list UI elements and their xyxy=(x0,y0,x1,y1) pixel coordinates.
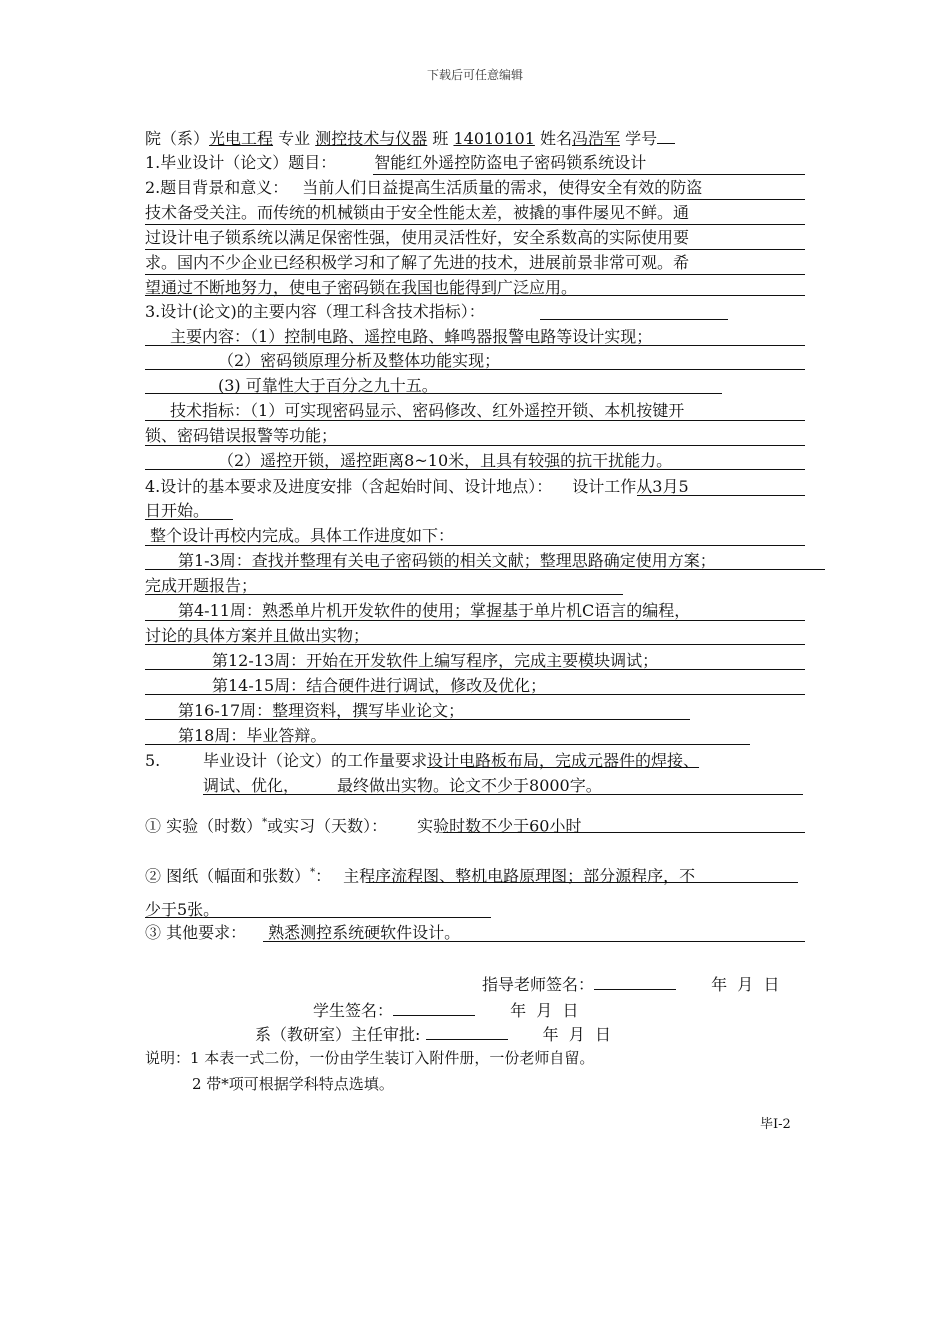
name-value: 冯浩军 xyxy=(572,129,621,148)
section4-line-3: 整个设计再校内完成。具体工作进度如下： xyxy=(150,526,455,545)
main-content-item-2: （2）密码锁原理分析及整体功能实现； xyxy=(218,351,501,370)
underline xyxy=(443,832,805,833)
section2-label: 2.题目背景和意义： xyxy=(145,178,289,197)
schedule-week-4-11-cont: 讨论的具体方案并且做出实物； xyxy=(145,626,370,645)
dept-label: 院（系） xyxy=(145,129,210,148)
underline xyxy=(145,420,805,421)
schedule-week-1-3: 第1-3周：查找并整理有关电子密码锁的相关文献；整理思路确定使用方案； xyxy=(178,551,716,570)
section4-start: 设计工作从3月5 xyxy=(572,477,689,496)
req-other-label: ③ 其他要求： xyxy=(145,923,247,942)
underline xyxy=(145,644,805,645)
underline xyxy=(145,744,750,745)
page-header: 下载后可任意编辑 xyxy=(426,68,523,82)
underline xyxy=(145,669,805,670)
optional-mark: * xyxy=(262,817,268,828)
class-label: 班 xyxy=(432,129,449,148)
underline xyxy=(145,545,805,546)
underline xyxy=(145,719,690,720)
main-content-item-1: （1）控制电路、遥控电路、蜂鸣器报警电路等设计实现； xyxy=(250,327,653,346)
name-label: 姓名 xyxy=(539,129,572,148)
underline xyxy=(263,941,805,942)
section1-label: 1.毕业设计（论文）题目： xyxy=(145,153,337,172)
req-internship-label: 或实习（天数）： xyxy=(267,816,388,836)
req-drawing-line: ② 图纸（幅面和张数）*： 主程序流程图、整机电路原理图；部分源程序，不 xyxy=(145,866,696,886)
tech-spec-line-1 xyxy=(170,400,684,422)
section5-line-1 xyxy=(203,750,699,772)
req-experiment-value: 实验时数不少于60小时 xyxy=(417,816,582,836)
section5-value-2b: 最终做出实物。论文不少于8000字。 xyxy=(337,776,602,795)
underline xyxy=(145,369,805,370)
section1-title xyxy=(145,152,646,174)
director-approval-label: 系（教研室）主任审批: xyxy=(255,1025,421,1044)
section2-line-5: 望通过不断地努力，使电子密码锁在我国也能得到广泛应用。 xyxy=(145,278,578,297)
schedule-week-16-17: 第16-17周：整理资料，撰写毕业论文； xyxy=(178,701,465,720)
underline xyxy=(145,569,825,570)
tech-spec-label: 技术指标： xyxy=(170,401,251,420)
tech-spec-item-2: （2）遥控开锁，遥控距离8~10米，且具有较强的抗干扰能力。 xyxy=(218,451,673,470)
underline xyxy=(145,274,805,275)
req-drawing-value: 主程序流程图、整机电路原理图；部分源程序，不 xyxy=(343,866,696,886)
student-id-label: 学号 xyxy=(625,129,658,148)
section4-label: 4.设计的基本要求及进度安排（含起始时间、设计地点）： xyxy=(145,477,553,496)
underline xyxy=(203,794,803,795)
underline xyxy=(145,694,805,695)
section2-text: 当前人们日益提高生活质量的需求，使得安全有效的防盗 xyxy=(302,178,703,197)
underline xyxy=(145,519,233,520)
major-label: 专业 xyxy=(278,129,311,148)
advisor-signature-line: 指导老师签名： 年 月 日 xyxy=(482,975,780,994)
director-approval-field[interactable] xyxy=(426,1023,508,1040)
underline xyxy=(145,295,805,296)
note-line-2: 2 带*项可根据学科特点选填。 xyxy=(192,1075,394,1093)
schedule-week-1-3-cont: 完成开题报告； xyxy=(145,576,258,595)
section2-line-3: 过设计电子锁系统以满足保密性强，使用灵活性好，安全系数高的实际使用要 xyxy=(145,228,690,247)
section5-value-2a: 调试、优化， xyxy=(203,776,300,795)
underline xyxy=(145,917,491,918)
schedule-week-14-15: 第14-15周：结合硬件进行调试，修改及优化； xyxy=(212,676,547,695)
section2-line-1 xyxy=(145,177,702,199)
section5-num: 5. xyxy=(145,751,161,770)
schedule-week-4-11: 第4-11周：熟悉单片机开发软件的使用；掌握基于单片机C语言的编程， xyxy=(178,601,691,620)
underline xyxy=(145,224,805,225)
dept-value: 光电工程 xyxy=(209,129,274,148)
req-experiment-line xyxy=(145,812,581,837)
tech-spec-item-1-cont: 锁、密码错误报警等功能； xyxy=(145,426,338,445)
director-approval-line: 系（教研室）主任审批: 年 月 日 xyxy=(255,1025,611,1044)
underline xyxy=(637,495,805,496)
student-id-blank xyxy=(657,127,675,144)
student-signature-field[interactable] xyxy=(393,999,475,1016)
section5-value-1: 设计电路板布局，完成元器件的焊接、 xyxy=(427,751,700,770)
schedule-week-12-13: 第12-13周：开始在开发软件上编写程序，完成主要模块调试； xyxy=(212,651,659,670)
form-code: 毕I-2 xyxy=(760,1117,791,1132)
req-experiment-label: ① 实验（时数） xyxy=(145,816,263,836)
main-content-label: 主要内容： xyxy=(170,327,251,346)
section3-title: 3.设计(论文)的主要内容（理工科含技术指标）： xyxy=(145,302,485,321)
underline xyxy=(366,882,798,883)
underline xyxy=(145,469,805,470)
section2-line-2: 技术备受关注。而传统的机械锁由于安全性能太差，被撬的事件屡见不鲜。通 xyxy=(145,203,690,222)
req-other-value: 熟悉测控系统硬软件设计。 xyxy=(268,923,461,942)
class-value: 14010101 xyxy=(453,129,535,148)
major-value: 测控技术与仪器 xyxy=(315,129,428,148)
student-signature-line: 学生签名： 年 月 日 xyxy=(313,1001,579,1020)
underline xyxy=(145,445,805,446)
underline xyxy=(145,249,805,250)
section1-value: 智能红外遥控防盗电子密码锁系统设计 xyxy=(374,153,647,172)
section4-title xyxy=(145,476,689,498)
advisor-signature-label: 指导老师签名： xyxy=(482,975,595,994)
note-line-1: 说明：1 本表一式二份，一份由学生装订入附件册，一份老师自留。 xyxy=(145,1049,595,1067)
req-drawing-value-cont: 少于5张。 xyxy=(145,900,220,919)
optional-mark: * xyxy=(310,867,316,878)
advisor-signature-field[interactable] xyxy=(594,973,676,990)
schedule-week-18: 第18周：毕业答辩。 xyxy=(178,726,327,745)
tech-spec-item-1: （1）可实现密码显示、密码修改、红外遥控开锁、本机按键开 xyxy=(250,401,685,420)
section2-line-4: 求。国内不少企业已经积极学习和了解了先进的技术，进展前景非常可观。希 xyxy=(145,253,690,272)
student-info-line xyxy=(145,127,675,150)
underline xyxy=(373,174,805,175)
underline xyxy=(145,620,805,621)
section5-label: 毕业设计（论文）的工作量要求 xyxy=(203,751,428,770)
student-signature-label: 学生签名： xyxy=(313,1001,394,1020)
underline xyxy=(540,319,728,320)
underline xyxy=(310,199,805,200)
section4-line-2: 日开始。 xyxy=(145,501,210,520)
underline xyxy=(145,594,623,595)
req-drawing-label: ② 图纸（幅面和张数） xyxy=(145,866,311,886)
underline xyxy=(145,393,722,394)
main-content-item-3: (3) 可靠性大于百分之九十五。 xyxy=(218,376,438,395)
underline xyxy=(145,345,805,346)
